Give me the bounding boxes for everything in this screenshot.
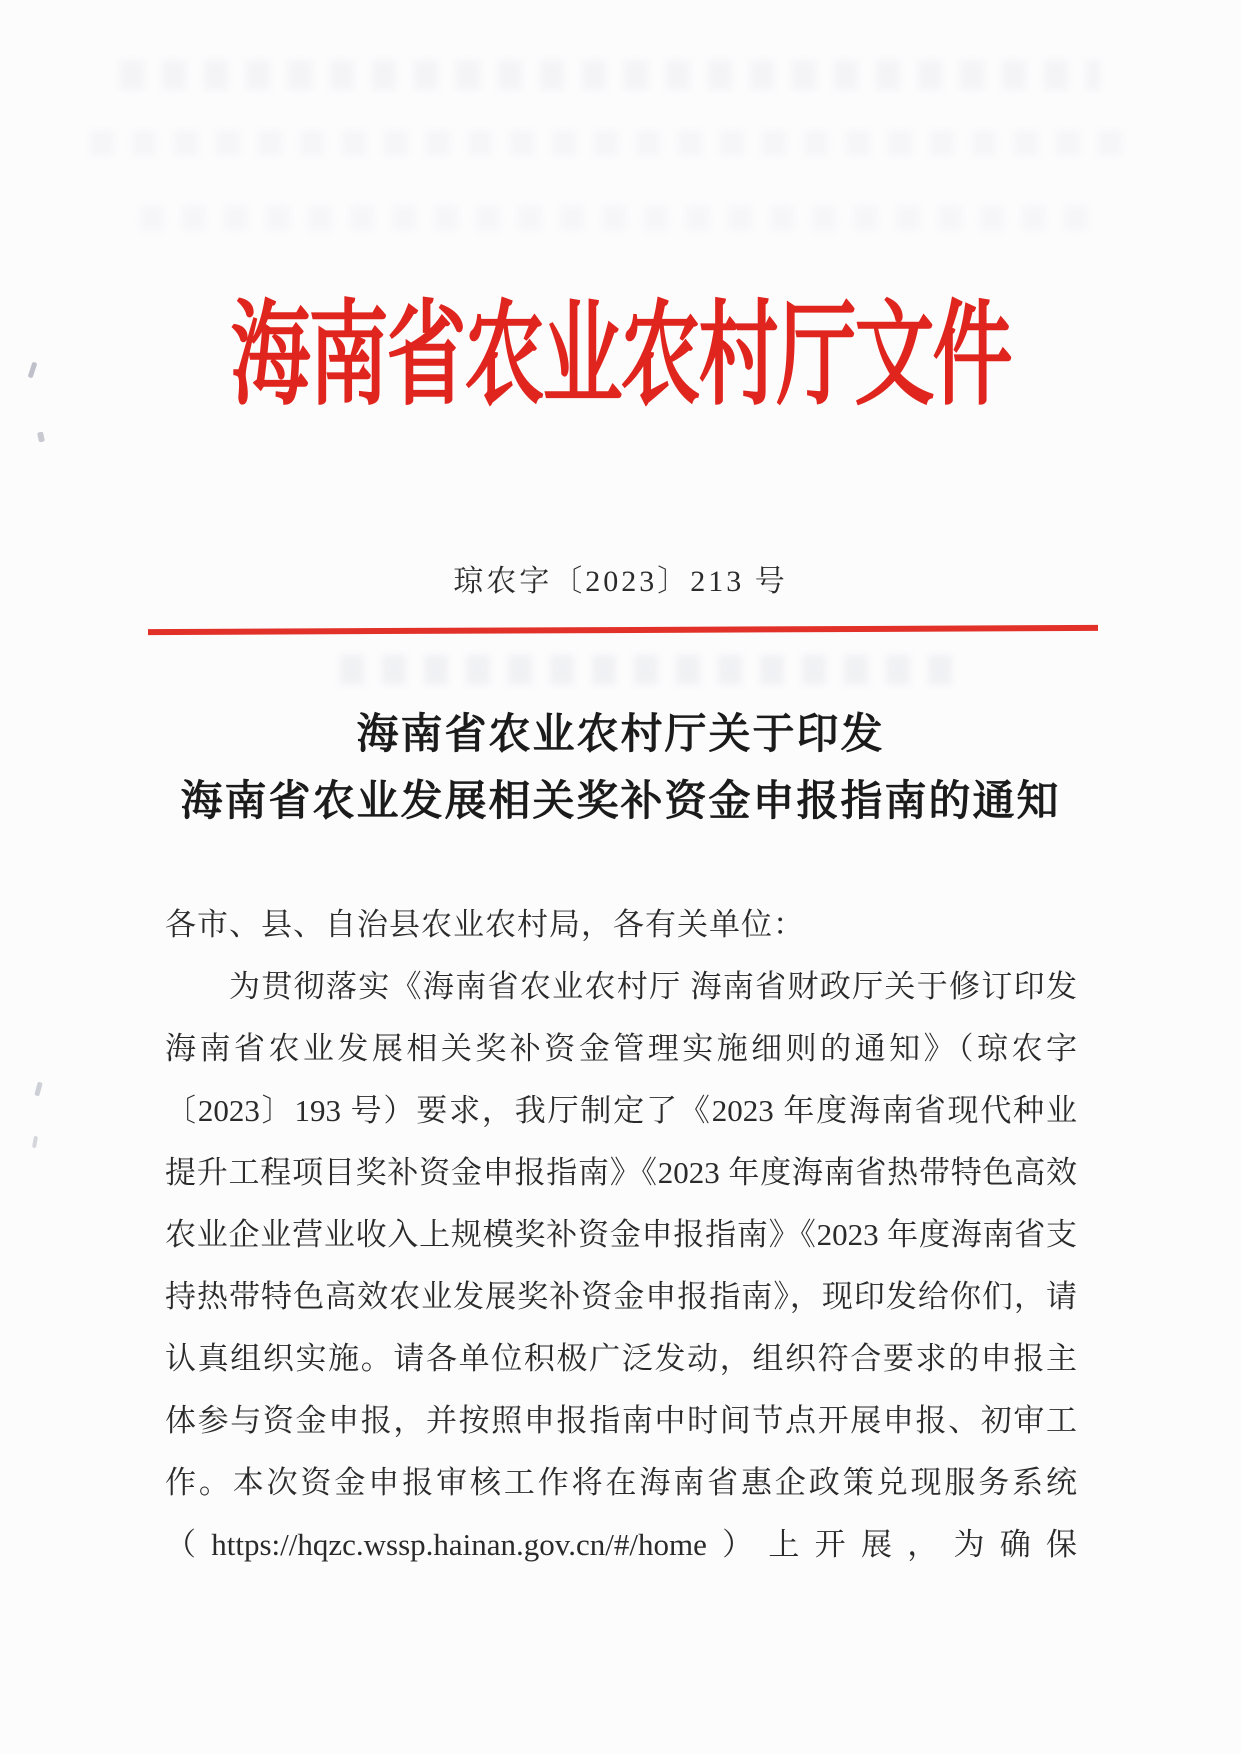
body-line: 提升工程项目奖补资金申报指南》《2023 年度海南省热带特色高效 — [165, 1155, 1077, 1190]
notice-title-line1: 海南省农业农村厅关于印发 — [356, 712, 885, 758]
ink-mark-artifact — [37, 431, 45, 442]
body-line: 农业企业营业收入上规模奖补资金申报指南》《2023 年度海南省支 — [165, 1217, 1077, 1252]
body-line: 〔2023〕193 号）要求，我厅制定了《2023 年度海南省现代种业 — [165, 1093, 1077, 1128]
body-line: （https://hqzc.wssp.hainan.gov.cn/#/home）上开展，为确保 — [165, 1527, 1077, 1562]
body-line: 认真组织实施。请各单位积极广泛发动，组织符合要求的申报主 — [165, 1341, 1077, 1376]
notice-title — [0, 702, 1241, 836]
red-header-agency-banner: 海南省农业农村厅文件 — [230, 294, 1011, 420]
body-line: 作。本次资金申报审核工作将在海南省惠企政策兑现服务系统 — [165, 1465, 1077, 1500]
ink-mark-artifact — [32, 1136, 38, 1149]
notice-title-line2: 海南省农业发展相关奖补资金申报指南的通知 — [180, 779, 1061, 825]
body-line: 持热带特色高效农业发展奖补资金申报指南》，现印发给你们，请 — [165, 1279, 1077, 1314]
document-reference-number: 琼农字〔2023〕213 号 — [453, 565, 788, 598]
scan-bleedthrough-artifact — [120, 60, 1100, 90]
scan-bleedthrough-artifact — [90, 130, 1130, 156]
document-body — [165, 894, 1077, 1576]
body-line: 海南省农业发展相关奖补资金管理实施细则的通知》（琼农字 — [165, 1031, 1077, 1066]
body-line: 体参与资金申报，并按照申报指南中时间节点开展申报、初审工 — [165, 1403, 1077, 1438]
salutation-line: 各市、县、自治县农业农村局，各有关单位： — [165, 907, 805, 942]
scan-bleedthrough-artifact — [140, 205, 1100, 231]
scan-bleedthrough-artifact — [340, 655, 960, 685]
ink-mark-artifact — [34, 1082, 42, 1097]
red-divider-rule — [148, 625, 1098, 635]
body-line: 为贯彻落实《海南省农业农村厅 海南省财政厅关于修订印发 — [229, 969, 1077, 1004]
